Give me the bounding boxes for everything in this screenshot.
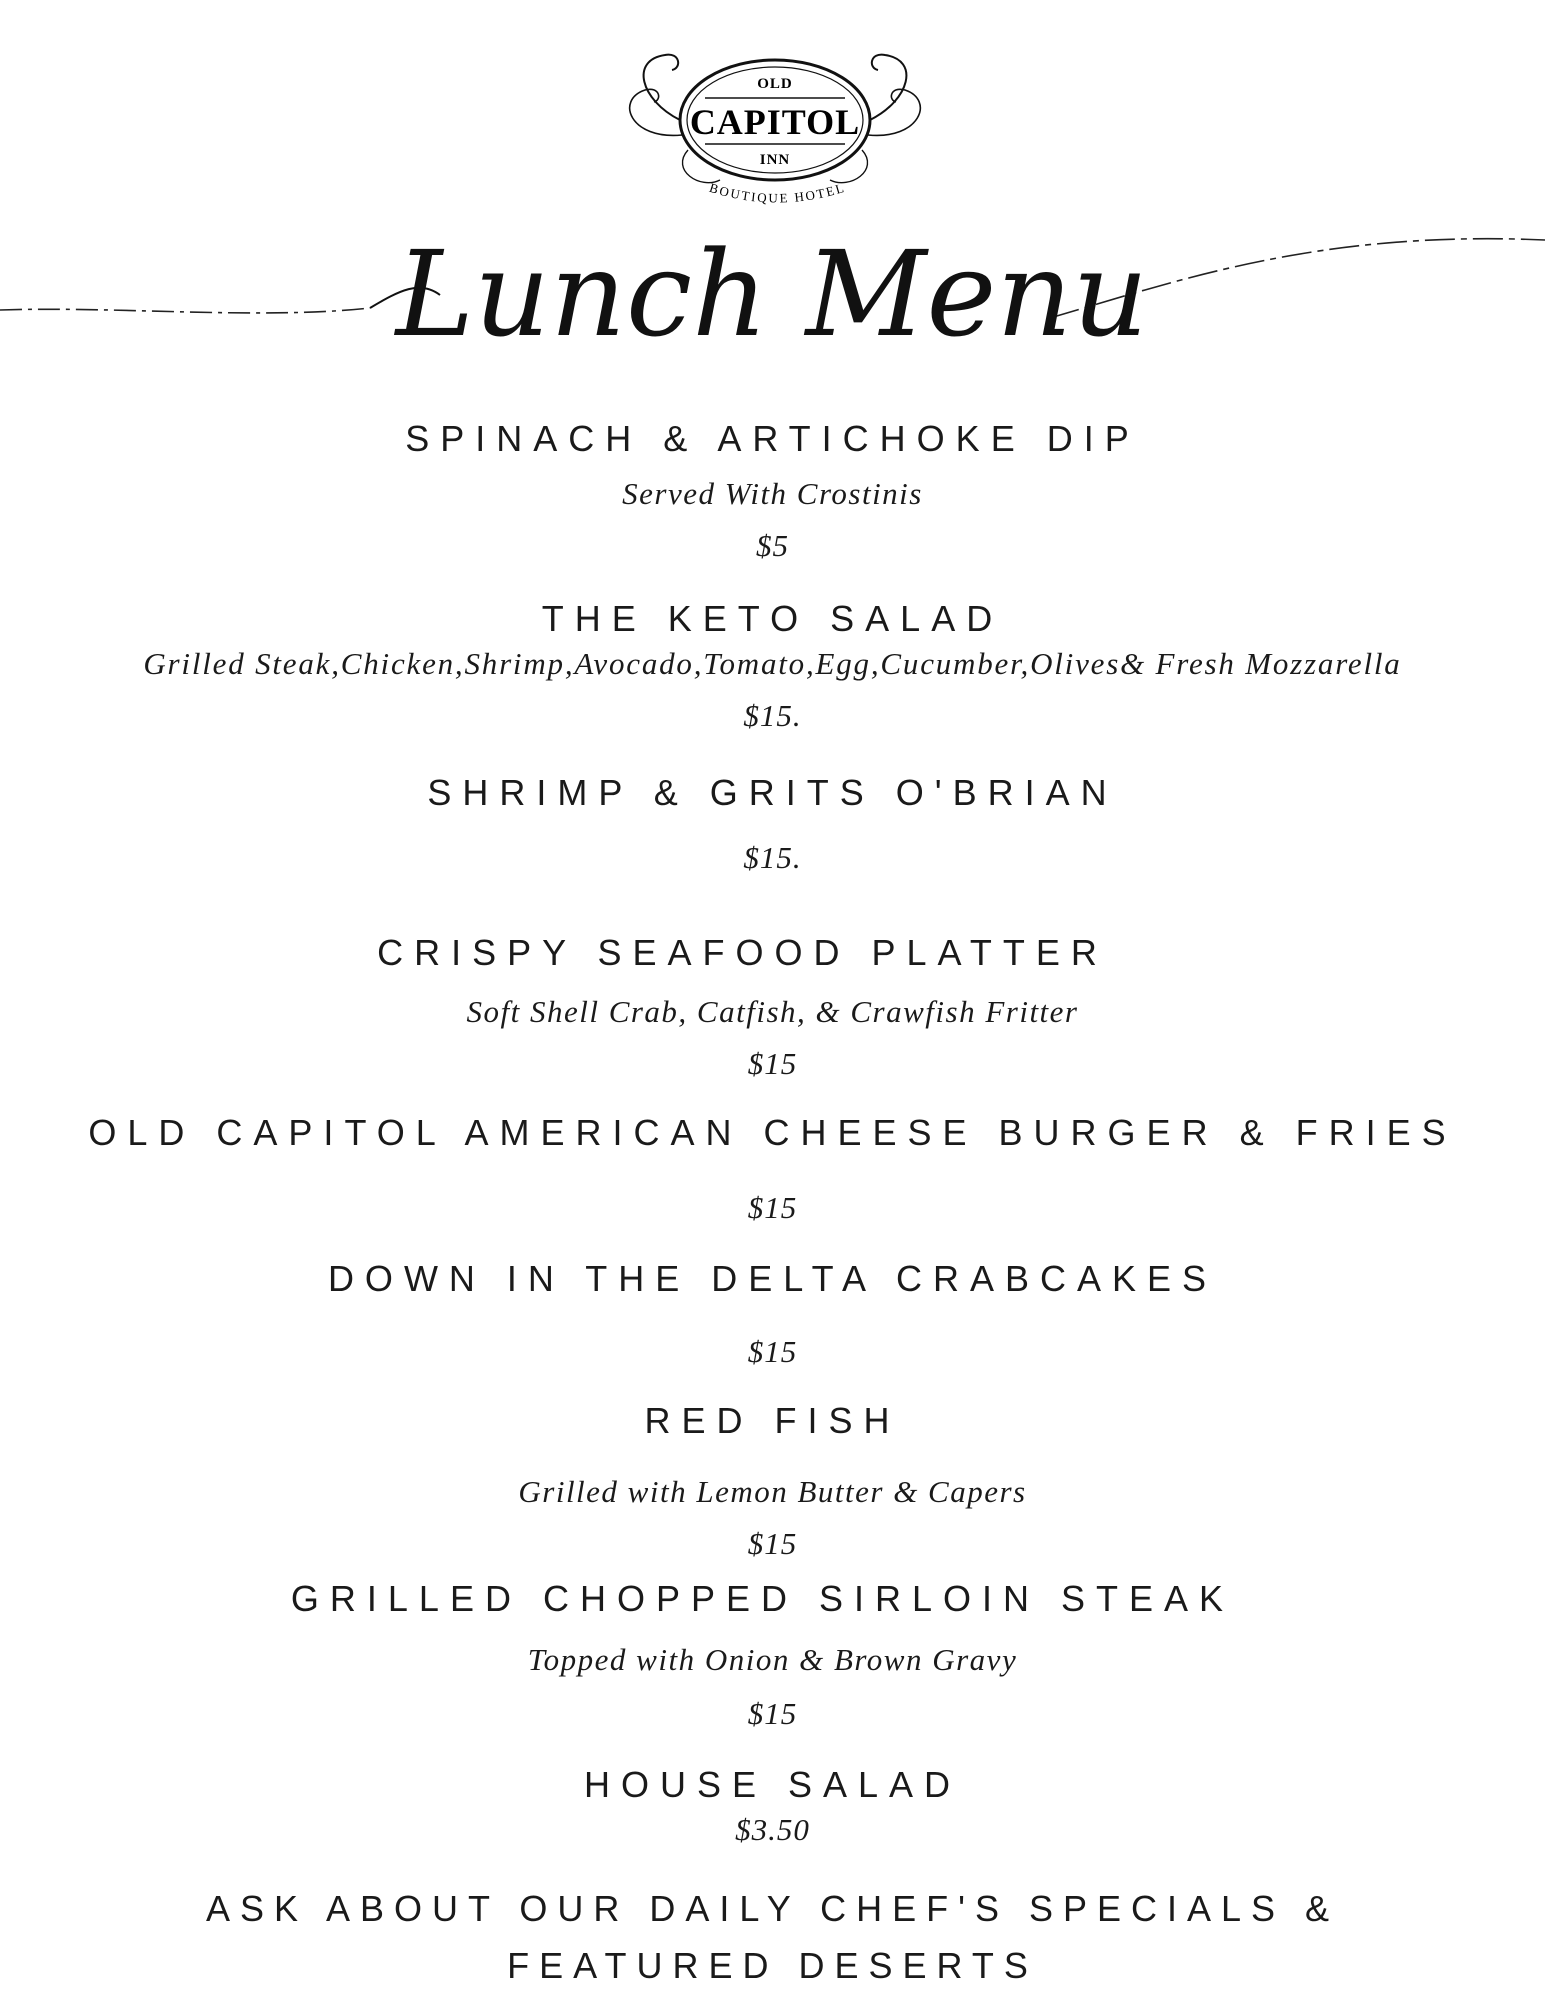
footer-desserts-line: FEATURED DESERTS — [507, 1945, 1038, 1986]
item-price: $15 — [747, 1046, 798, 1081]
item-description: Soft Shell Crab, Catfish, & Crawfish Fritter — [466, 994, 1079, 1029]
item-description: Topped with Onion & Brown Gravy — [527, 1642, 1018, 1677]
item-price: $5 — [756, 528, 789, 563]
logo-capitol-text: CAPITOL — [689, 102, 861, 142]
item-price: $15. — [743, 698, 802, 733]
logo-tagline-path: BOUTIQUE HOTEL — [707, 179, 848, 206]
item-name: DOWN IN THE DELTA CRABCAKES — [327, 1258, 1218, 1299]
item-name: OLD CAPITOL AMERICAN CHEESE BURGER & FRIES — [88, 1112, 1457, 1153]
item-price: $3.50 — [735, 1812, 810, 1847]
item-name: SHRIMP & GRITS O'BRIAN — [427, 772, 1118, 813]
item-price: $15 — [747, 1526, 798, 1561]
footer-specials-line: ASK ABOUT OUR DAILY CHEF'S SPECIALS & — [205, 1888, 1340, 1929]
menu-title: Lunch Menu — [395, 225, 1149, 363]
item-name: HOUSE SALAD — [583, 1764, 962, 1805]
item-name: GRILLED CHOPPED SIRLOIN STEAK — [290, 1578, 1235, 1619]
item-price: $15 — [747, 1334, 798, 1369]
item-description: Grilled Steak,Chicken,Shrimp,Avocado,Tomato,Egg,Cucumber,Olives& Fresh Mozzarella — [143, 646, 1402, 681]
hotel-logo — [610, 40, 940, 220]
title-swoosh-graphic — [0, 200, 1545, 420]
logo-inn-text: INN — [759, 152, 791, 168]
menu-title-area — [0, 200, 1545, 420]
item-name: CRISPY SEAFOOD PLATTER — [377, 932, 1108, 973]
logo-emblem — [610, 40, 940, 220]
item-price: $15 — [747, 1190, 798, 1225]
item-price: $15 — [747, 1696, 798, 1731]
item-name: RED FISH — [644, 1400, 901, 1441]
item-description: Served With Crostinis — [622, 476, 923, 511]
item-description: Grilled with Lemon Butter & Capers — [518, 1474, 1027, 1509]
item-name: THE KETO SALAD — [541, 598, 1004, 639]
item-price: $15. — [743, 840, 802, 875]
logo-old-text: OLD — [757, 76, 793, 92]
item-name: SPINACH & ARTICHOKE DIP — [405, 418, 1140, 459]
